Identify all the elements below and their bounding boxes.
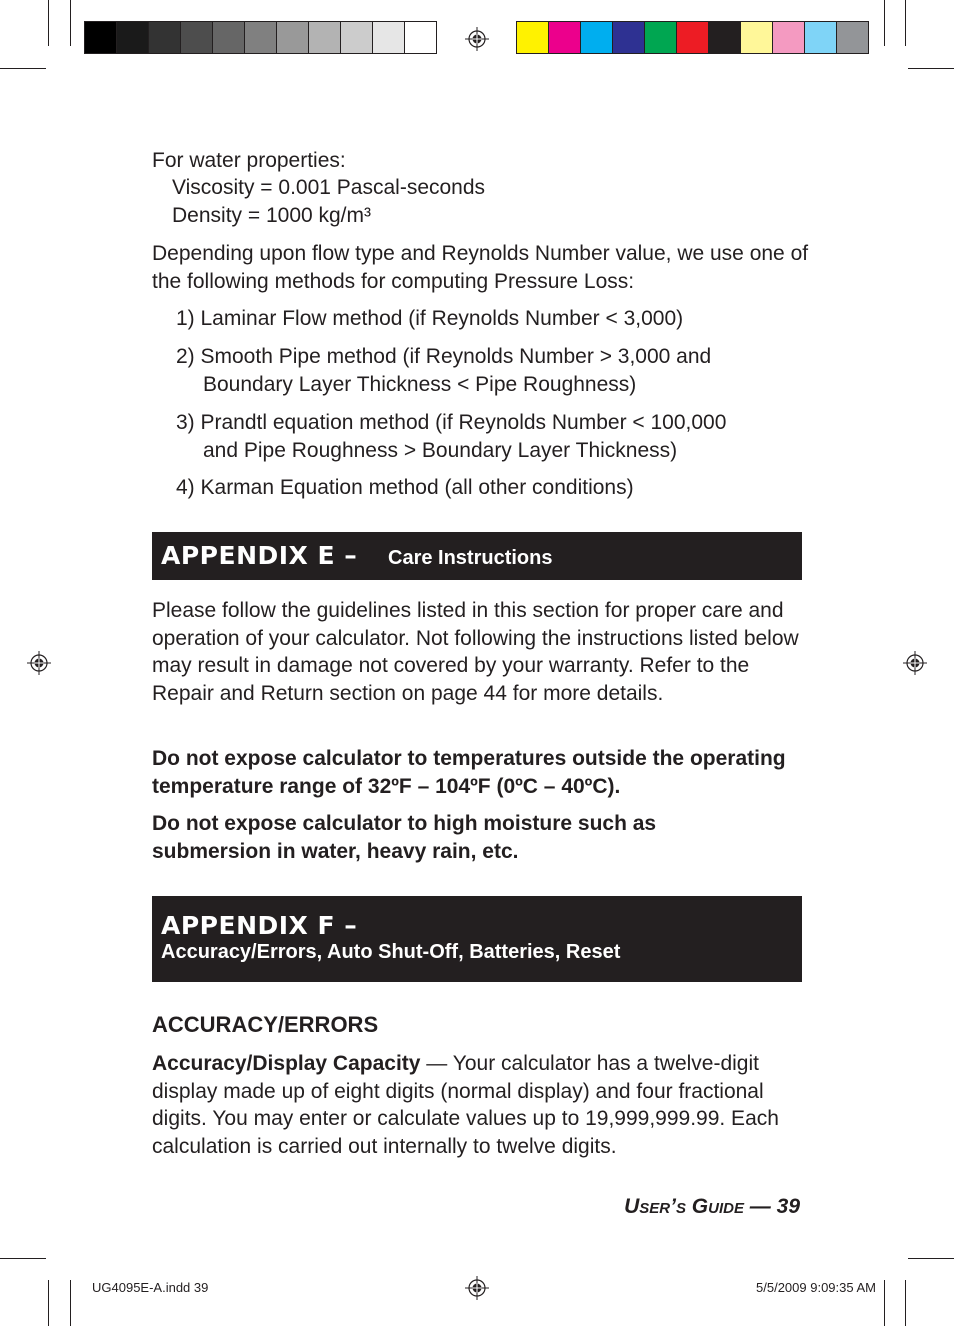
color-swatch: [309, 22, 341, 53]
process-color-bar: [516, 21, 869, 54]
color-swatch: [85, 22, 117, 53]
crop-mark: [48, 0, 49, 46]
grayscale-color-bar: [84, 21, 437, 54]
color-swatch: [373, 22, 405, 53]
crop-mark: [884, 0, 885, 46]
crop-mark: [48, 1280, 49, 1326]
crop-mark: [0, 1258, 46, 1259]
crop-mark: [70, 0, 71, 46]
color-swatch: [213, 22, 245, 53]
color-swatch: [773, 22, 805, 53]
guide-label: User’s Guide: [624, 1195, 744, 1218]
page-number: 39: [776, 1195, 800, 1218]
appendix-f-subtitle: Accuracy/Errors, Auto Shut-Off, Batteries, Reset: [161, 941, 621, 963]
color-swatch: [805, 22, 837, 53]
color-swatch: [181, 22, 213, 53]
appendix-e-subtitle: Care Instructions: [388, 547, 553, 569]
crop-mark: [70, 1280, 71, 1326]
page-footer: [624, 1195, 800, 1219]
method-item: 2) Smooth Pipe method (if Reynolds Number > 3,000 and Boundary Layer Thickness < Pipe Roughness): [176, 345, 712, 396]
crop-mark: [908, 68, 954, 69]
temperature-warning: Do not expose calculator to temperatures outside the operating temperature range of 32ºF – 104ºF (0ºC – 40ºC).: [152, 747, 786, 798]
density-line: Density = 1000 kg/m³: [172, 204, 372, 227]
method-item: 4) Karman Equation method (all other conditions): [176, 476, 634, 499]
registration-mark-icon: [465, 27, 489, 51]
color-swatch: [581, 22, 613, 53]
color-swatch: [645, 22, 677, 53]
crop-mark: [905, 0, 906, 46]
viscosity-line: Viscosity = 0.001 Pascal-seconds: [172, 176, 486, 199]
crop-mark: [884, 1280, 885, 1326]
method-item: 1) Laminar Flow method (if Reynolds Number < 3,000): [176, 307, 684, 330]
registration-mark-icon: [465, 1276, 489, 1300]
color-swatch: [117, 22, 149, 53]
crop-mark: [908, 1258, 954, 1259]
footer-dash: —: [743, 1195, 777, 1218]
moisture-warning: Do not expose calculator to high moisture such as submersion in water, heavy rain, etc.: [152, 812, 657, 863]
color-swatch: [677, 22, 709, 53]
color-swatch: [149, 22, 181, 53]
accuracy-paragraph: [152, 1050, 792, 1160]
registration-mark-icon: [903, 651, 927, 675]
color-swatch: [613, 22, 645, 53]
registration-mark-icon: [27, 651, 51, 675]
slug-datetime: 5/5/2009 9:09:35 AM: [756, 1280, 876, 1295]
color-swatch: [277, 22, 309, 53]
color-swatch: [741, 22, 773, 53]
crop-mark: [0, 68, 46, 69]
method-item: 3) Prandtl equation method (if Reynolds Number < 100,000 and Pipe Roughness > Boundary Layer Thickness): [176, 411, 727, 462]
slug-filename: UG4095E-A.indd 39: [92, 1280, 209, 1295]
crop-mark: [905, 1280, 906, 1326]
color-swatch: [549, 22, 581, 53]
appendix-f-title: APPENDIX F –: [161, 911, 358, 940]
accuracy-body: — Your calculator has a twelve-digit display made up of eight digits (normal display) and four fractional digits. You may enter or calculate values up to 19,999,999.99. Each calculation is carried out internally to twelve digits.: [152, 1052, 779, 1158]
appendix-e-header: [152, 532, 802, 580]
appendix-e-title: APPENDIX E –: [161, 541, 358, 570]
accuracy-heading: ACCURACY/ERRORS: [152, 1012, 379, 1037]
color-swatch: [709, 22, 741, 53]
accuracy-lead: Accuracy/Display Capacity: [152, 1052, 421, 1075]
care-intro: Please follow the guidelines listed in this section for proper care and operation of your calculator. Not following the instructions listed below may result in damage not covered by your warranty. Refer to the Repair and Return section on page 44 for more details.: [152, 599, 799, 705]
color-swatch: [341, 22, 373, 53]
color-swatch: [837, 22, 868, 53]
methods-intro: Depending upon flow type and Reynolds Number value, we use one of the following methods for computing Pressure Loss:: [152, 242, 809, 293]
appendix-f-header: [152, 896, 802, 982]
color-swatch: [405, 22, 436, 53]
water-properties-heading: For water properties:: [152, 149, 346, 172]
color-swatch: [517, 22, 549, 53]
color-swatch: [245, 22, 277, 53]
